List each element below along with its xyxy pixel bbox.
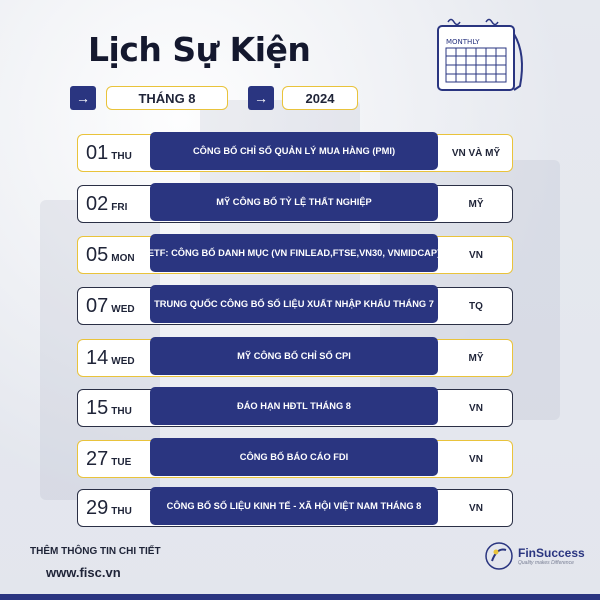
event-weekday: WED xyxy=(111,355,135,367)
bottom-bar xyxy=(0,594,600,600)
footer-url-link[interactable]: www.fisc.vn xyxy=(46,565,121,580)
event-weekday: MON xyxy=(111,252,135,264)
filter-row xyxy=(70,86,358,110)
footer-label: THÊM THÔNG TIN CHI TIẾT xyxy=(30,546,161,557)
event-country: MỸ xyxy=(468,352,484,364)
event-country: VN VÀ MỸ xyxy=(451,147,501,159)
event-day: 01 xyxy=(86,141,109,164)
year-arrow-button[interactable]: → xyxy=(248,86,274,110)
calendar-icon xyxy=(430,14,530,104)
event-row xyxy=(77,236,513,274)
month-arrow-button[interactable]: → xyxy=(70,86,96,110)
event-weekday: THU xyxy=(111,505,132,517)
event-weekday: FRI xyxy=(111,201,128,213)
event-date xyxy=(78,397,150,420)
month-selector[interactable]: THÁNG 8 xyxy=(106,86,228,110)
event-day: 05 xyxy=(86,243,109,266)
brand-tagline: Quality makes Difference xyxy=(518,560,574,566)
event-row xyxy=(77,185,513,223)
event-description: CÔNG BỐ BÁO CÁO FDI xyxy=(150,438,438,476)
event-day: 15 xyxy=(86,396,109,419)
event-row xyxy=(77,134,513,172)
event-country: TQ xyxy=(469,300,483,312)
calendar-label: MONTHLY xyxy=(446,38,480,46)
event-country: VN xyxy=(469,402,483,414)
event-row xyxy=(77,440,513,478)
event-date xyxy=(78,244,150,267)
page-title: Lịch Sự Kiện xyxy=(88,30,311,69)
event-row xyxy=(77,339,513,377)
event-country: VN xyxy=(469,453,483,465)
event-day: 14 xyxy=(86,346,109,369)
event-date xyxy=(78,142,150,165)
event-description: CÔNG BỐ SỐ LIỆU KINH TẾ - XÃ HỘI VIỆT NAM THÁNG 8 xyxy=(150,487,438,525)
event-country: VN xyxy=(469,249,483,261)
brand-name: FinSuccess xyxy=(518,546,585,560)
event-day: 29 xyxy=(86,496,109,519)
event-date xyxy=(78,193,150,216)
event-description: TRUNG QUỐC CÔNG BỐ SỐ LIỆU XUẤT NHẬP KHẨU THÁNG 7 xyxy=(150,285,438,323)
event-weekday: THU xyxy=(111,150,132,162)
event-day: 02 xyxy=(86,192,109,215)
brand xyxy=(484,541,585,571)
event-row xyxy=(77,287,513,325)
event-day: 27 xyxy=(86,447,109,470)
event-description: CÔNG BỐ CHỈ SỐ QUẢN LÝ MUA HÀNG (PMI) xyxy=(150,132,438,170)
event-country: MỸ xyxy=(468,198,484,210)
event-day: 07 xyxy=(86,294,109,317)
event-row xyxy=(77,489,513,527)
event-date xyxy=(78,295,150,318)
event-weekday: TUE xyxy=(111,456,132,468)
event-description: ETF: CÔNG BỐ DANH MỤC (VN FINLEAD,FTSE,VN30, VNMIDCAP) xyxy=(150,234,438,272)
event-description: MỸ CÔNG BỐ CHỈ SỐ CPI xyxy=(150,337,438,375)
event-country: VN xyxy=(469,502,483,514)
event-weekday: WED xyxy=(111,303,135,315)
event-weekday: THU xyxy=(111,405,132,417)
event-date xyxy=(78,448,150,471)
event-row xyxy=(77,389,513,427)
event-description: MỸ CÔNG BỐ TỶ LỆ THẤT NGHIỆP xyxy=(150,183,438,221)
event-description: ĐÁO HẠN HĐTL THÁNG 8 xyxy=(150,387,438,425)
event-date xyxy=(78,497,150,520)
finsuccess-logo-icon xyxy=(484,541,514,571)
event-date xyxy=(78,347,150,370)
year-selector[interactable]: 2024 xyxy=(282,86,358,110)
